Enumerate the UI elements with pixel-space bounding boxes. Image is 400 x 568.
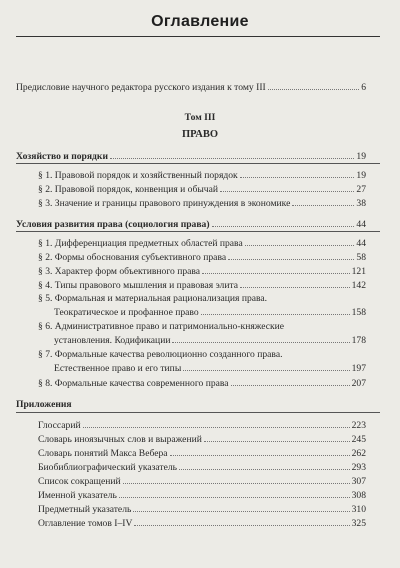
entry-page: 223 <box>351 420 366 431</box>
entry-title-line2: Естественное право и его типы <box>54 363 182 374</box>
entry-title: § 3. Характер форм объективного права <box>38 266 201 277</box>
entry-page: 38 <box>356 198 366 209</box>
leader-dots <box>231 377 350 386</box>
entry-title: Именной указатель <box>38 490 117 501</box>
entry-title-line1: § 6. Административное право и патримониально-княжеские <box>38 321 285 332</box>
toc-entry <box>38 475 366 488</box>
toc-entry <box>38 237 366 250</box>
leader-dots <box>83 419 350 428</box>
entry-page: 142 <box>351 280 366 291</box>
toc-entry <box>38 517 366 530</box>
toc-section-economy <box>16 150 366 163</box>
entry-page: 44 <box>356 238 366 249</box>
toc-entry <box>38 251 366 264</box>
leader-dots <box>110 150 354 159</box>
entry-title-line2: установления. Кодификации <box>54 335 171 346</box>
toc-section-law <box>16 218 366 231</box>
toc-entry <box>38 461 366 474</box>
toc-entry <box>54 334 366 347</box>
section-title: Хозяйство и порядки <box>16 151 108 162</box>
toc-entry <box>38 377 366 390</box>
leader-dots <box>220 183 354 192</box>
leader-dots <box>179 461 350 470</box>
entry-page: 158 <box>351 307 366 318</box>
entry-title-line1: § 5. Формальная и материальная рационализация права. <box>38 293 268 304</box>
entry-title: Список сокращений <box>38 476 121 487</box>
entry-title: Предисловие научного редактора русского издания к тому III <box>16 82 266 93</box>
toc-entry <box>38 489 366 502</box>
leader-dots <box>268 81 359 90</box>
leader-dots <box>172 334 349 343</box>
entry-title: Словарь понятий Макса Вебера <box>38 448 168 459</box>
leader-dots <box>133 503 349 512</box>
entry-page: 325 <box>351 518 366 529</box>
leader-dots <box>240 279 350 288</box>
entry-title-line1: § 7. Формальные качества революционно созданного права. <box>38 349 283 360</box>
toc-entry <box>38 419 366 432</box>
leader-dots <box>202 265 350 274</box>
entry-title: Глоссарий <box>38 420 81 431</box>
leader-dots <box>245 237 355 246</box>
entry-title: Предметный указатель <box>38 504 132 515</box>
leader-dots <box>134 517 349 526</box>
entry-title: § 4. Типы правового мышления и правовая элита <box>38 280 239 291</box>
entry-title: § 3. Значение и границы правового принуждения в экономике <box>38 198 291 209</box>
entry-page: 178 <box>351 335 366 346</box>
entry-title: § 1. Правовой порядок и хозяйственный порядок <box>38 170 238 181</box>
leader-dots <box>240 169 355 178</box>
toc-entry <box>54 362 366 375</box>
toc-entry <box>54 306 366 319</box>
toc-entry <box>38 265 366 278</box>
volume-label: Том III <box>184 112 216 123</box>
section-rule <box>16 163 380 164</box>
toc-entry <box>38 197 366 210</box>
leader-dots <box>228 251 354 260</box>
entry-title: Оглавление томов I–IV <box>38 518 133 529</box>
title-underline <box>16 36 380 37</box>
toc-entry <box>38 503 366 516</box>
entry-title: § 2. Формы обоснования субъективного права <box>38 252 227 263</box>
toc-entry-preface <box>16 81 366 94</box>
entry-page: 197 <box>351 363 366 374</box>
entry-page: 27 <box>356 184 366 195</box>
entry-page: 307 <box>351 476 366 487</box>
leader-dots <box>119 489 350 498</box>
section-page: 19 <box>356 151 366 162</box>
entry-title: Словарь иноязычных слов и выражений <box>38 434 202 445</box>
toc-entry <box>38 433 366 446</box>
entry-page: 245 <box>351 434 366 445</box>
leader-dots <box>183 362 349 371</box>
section-title: Условия развития права (социология права) <box>16 219 210 230</box>
entry-page: 293 <box>351 462 366 473</box>
section-rule <box>16 412 380 413</box>
entry-page: 308 <box>351 490 366 501</box>
volume-title: ПРАВО <box>182 129 218 140</box>
entry-title: § 8. Формальные качества современного права <box>38 378 229 389</box>
toc-entry <box>38 279 366 292</box>
entry-page: 6 <box>361 82 366 93</box>
leader-dots <box>201 306 350 315</box>
entry-title: § 1. Дифференциация предметных областей права <box>38 238 243 249</box>
entry-page: 19 <box>356 170 366 181</box>
leader-dots <box>123 475 350 484</box>
entry-title: Биобиблиографический указатель <box>38 462 178 473</box>
leader-dots <box>212 218 355 227</box>
leader-dots <box>292 197 354 206</box>
entry-page: 262 <box>351 448 366 459</box>
entry-page: 310 <box>351 504 366 515</box>
leader-dots <box>170 447 350 456</box>
toc-entry <box>38 169 366 182</box>
entry-page: 58 <box>356 252 366 263</box>
entry-page: 121 <box>351 266 366 277</box>
section-rule <box>16 231 380 232</box>
entry-title-line2: Теократическое и профанное право <box>54 307 199 318</box>
toc-entry <box>38 447 366 460</box>
toc-entry <box>38 183 366 196</box>
toc-section-appendix: Приложения <box>16 399 72 410</box>
entry-title: § 2. Правовой порядок, конвенция и обычай <box>38 184 219 195</box>
page-title: Оглавление <box>151 13 249 30</box>
section-page: 44 <box>356 219 366 230</box>
entry-page: 207 <box>351 378 366 389</box>
leader-dots <box>204 433 350 442</box>
